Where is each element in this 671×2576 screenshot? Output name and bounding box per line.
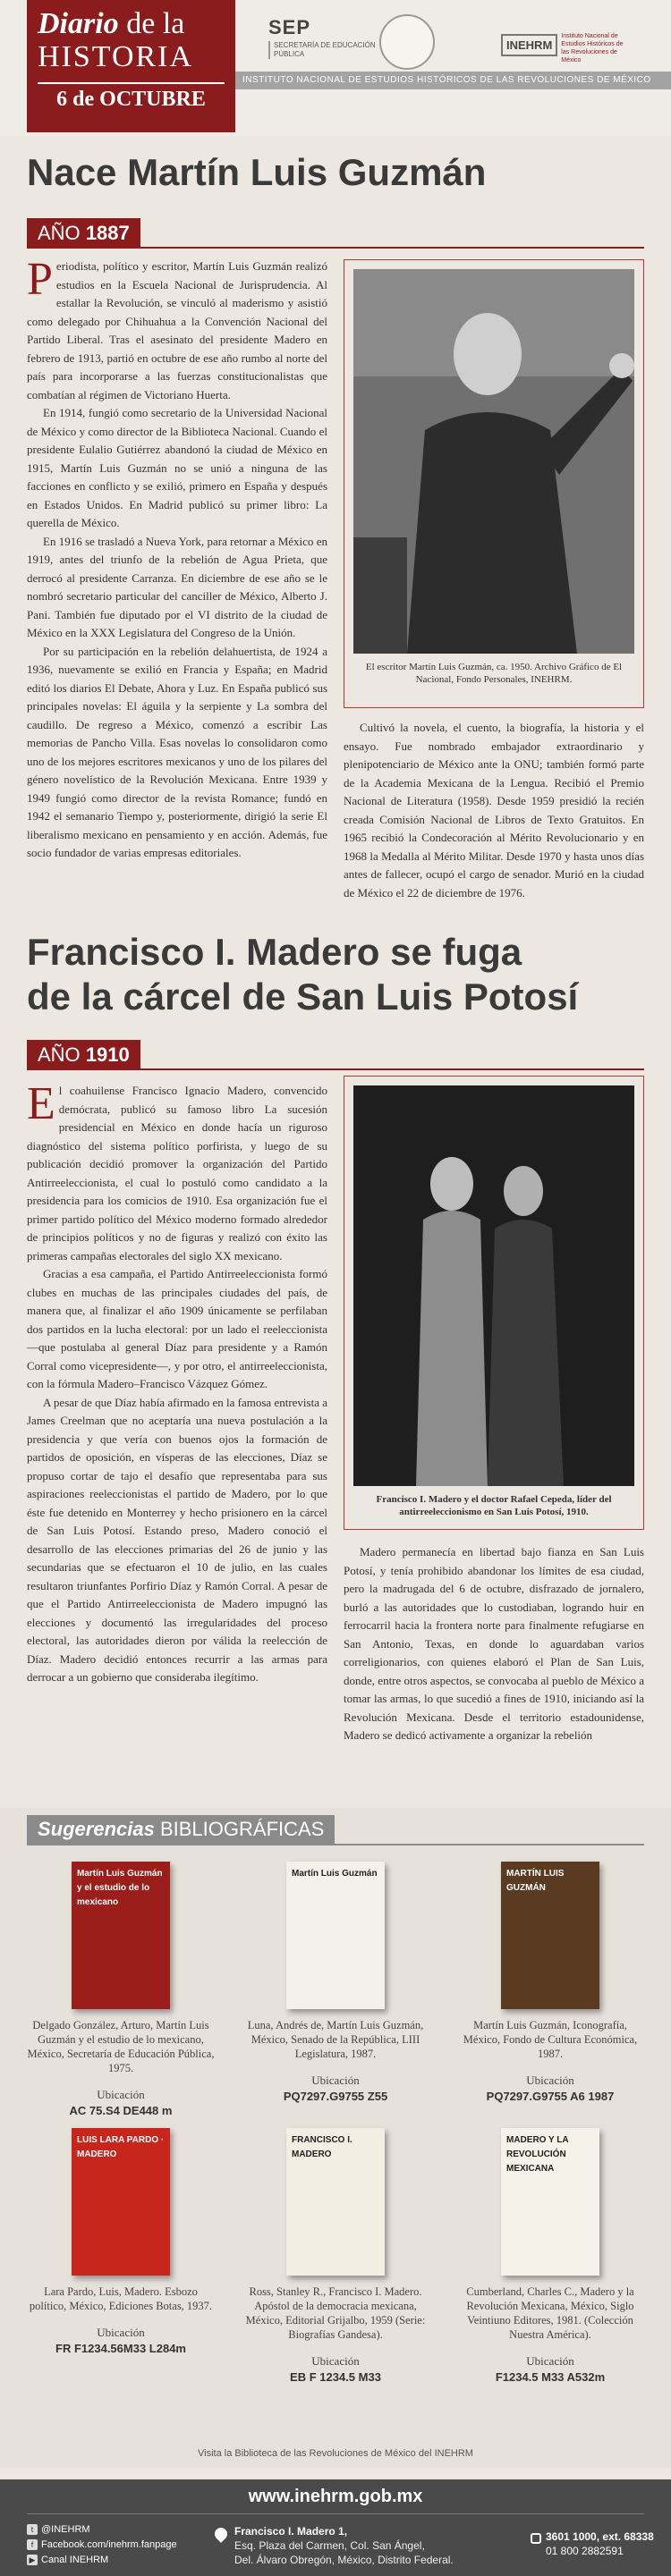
page-footer	[0, 2479, 671, 2576]
inehrm-name: INEHRM	[501, 34, 557, 56]
year-label: AÑO	[38, 1043, 81, 1066]
book-citation: Luna, Andrés de, Martín Luis Guzmán, México, Senado de la República, LIII Legislatura, 1987.	[247, 2019, 424, 2060]
book-location-code: F1234.5 M33 A532m	[495, 2370, 606, 2384]
book-location	[242, 2354, 429, 2385]
dropcap: P	[27, 254, 53, 305]
book-card	[242, 1862, 429, 2104]
section2-year-badge	[27, 1040, 140, 1070]
paragraph: l coahuilense Francisco Ignacio Madero, convencido demócrata, publicó su famoso libro La sucesión presidencial en México en donde hacía un riguroso diagnóstico del sistema político porfirista, y luego de su publicación decidió promover la organización del Partido Antirreeleccionista, el cual lo postuló como candidato a la presidencia para los comicios de 1910. Esa organización fue el primer partido político del México moderno formado alrededor de principios políticos y no de figuras y realizó con éxito las primeras campañas electorales del siglo XX mexicano.	[27, 1084, 327, 1263]
bibliography-title-rest: BIBLIOGRÁFICAS	[159, 1818, 325, 1840]
section1-yearbar	[27, 218, 644, 249]
guzman-figure-illustration	[353, 269, 634, 654]
address-title: Francisco I. Madero 1,	[234, 2525, 348, 2538]
national-seal-icon	[379, 14, 435, 70]
book-location	[27, 2326, 215, 2356]
book-cover	[72, 2128, 170, 2276]
paragraph: Por su participación en la rebelión delahuertista, de 1924 a 1936, nuevamente se exilió en Francia y España; en Madrid editó los diarios El Debate, Ahora y Luz. En España publicó sus principales novelas: El águila y la serpiente y La sombra del caudillo. De regreso a México, comenzó a escribir Las memorias de Pancho Villa. Esas novelas lo consolidaron como uno de los mejores escritores mexicanos y uno de los pilares del género novelístico de la Revolución Mexicana. Entre 1939 y 1949 fungió como director de la revista Romance; fundó en 1942 el semanario Tiempo y, posteriormente, dirigió la serie El liberalismo mexicano en pensamiento y en acción. Además, fue socio fundador de varias empresas editoriales.	[27, 644, 327, 859]
twitter-icon: t	[27, 2524, 38, 2535]
book-cover-title: MADERO Y LA REVOLUCIÓN MEXICANA	[506, 2135, 569, 2174]
youtube-link[interactable]: Canal INEHRM	[41, 2555, 109, 2565]
visit-library-note: Visita la Biblioteca de las Revoluciones de México del INEHRM	[198, 2448, 473, 2459]
paragraph: En 1916 se trasladó a Nueva York, para retornar a México en 1919, antes del triunfo de la rebelión de Agua Prieta, que derrocó al presidente Carranza. En diciembre de ese año se le nombró secretario particular del canciller de México, Alberto J. Pani. También fue diputado por el VI distrito de la ciudad de México en la XXX Legislatura del Congreso de la Unión.	[27, 534, 327, 639]
section1-left-column	[27, 254, 327, 863]
book-location-label: Ubicación	[97, 2326, 145, 2339]
book-card	[27, 2128, 215, 2356]
page-date: 6 de OCTUBRE	[38, 82, 225, 112]
book-location	[27, 2088, 215, 2118]
section2-left-column	[27, 1078, 327, 1687]
phone-secondary: 01 800 2882591	[546, 2545, 624, 2557]
sep-logo	[268, 16, 385, 79]
bibliography-title-italic: Sugerencias	[38, 1818, 155, 1840]
address-line: Esq. Plaza del Carmen, Col. San Ángel,	[234, 2539, 425, 2552]
brand-line2: HISTORIA	[38, 40, 194, 73]
brand-block	[27, 0, 235, 132]
paragraph: En 1914, fungió como secretario de la Universidad Nacional de México y como director de la Biblioteca Nacional. Cuando el presidente Eulalio Gutiérrez abandonó la ciudad de México en 1915, Martín Luis Guzmán no se unió a ninguna de las facciones en conflicto y se exilió, primero en España y después en Estados Unidos. En Madrid publicó su primer libro: La querella de México.	[27, 406, 327, 529]
book-location-label: Ubicación	[97, 2088, 145, 2101]
year-value: 1910	[85, 1043, 130, 1066]
section2-title-line2: de la cárcel de San Luis Potosí	[27, 976, 579, 1018]
book-citation: Lara Pardo, Luis, Madero. Esbozo político, México, Ediciones Botas, 1937.	[29, 2285, 213, 2312]
website-link[interactable]: www.inehrm.gob.mx	[248, 2487, 423, 2506]
paragraph: Madero permanecía en libertad bajo fianza en San Luis Potosí, y tenía prohibido abandonar los límites de esa ciudad, pero la madrugada del 6 de octubre, disfrazado de jornalero, burló a las autoridades que lo custodiaban, logrando huir en ferrocarril hacia la frontera norte para finalmente refugiarse en San Antonio, Texas, en donde lo aguardaban varios correligionarios, con quienes elaboró el Plan de San Luis, donde, entre otros aspectos, se convocaba al pueblo de México a tomar las armas, lo que sucedió a fines de 1910, iniciando así la Revolución Mexicana. Desde el territorio estadounidense, Madero se dedicó activamente a organizar la rebelión	[344, 1545, 644, 1742]
brand-line1b: de la	[126, 7, 185, 40]
phone-primary: 3601 1000, ext. 68338	[546, 2530, 654, 2543]
section1-right-column	[344, 719, 644, 902]
book-cover	[501, 2128, 599, 2276]
book-citation: Delgado González, Arturo, Martín Luis Guzmán y el estudio de lo mexicano, México, Secretaría de Educación Pública, 1975.	[27, 2019, 215, 2074]
brand-line1: Diario	[38, 7, 119, 40]
book-cover	[286, 1862, 385, 2009]
facebook-link[interactable]: Facebook.com/inehrm.fanpage	[41, 2539, 177, 2550]
section2-title-line1: Francisco I. Madero se fuga	[27, 931, 522, 973]
book-cover-title: FRANCISCO I. MADERO	[292, 2135, 352, 2159]
book-cover-title: Martín Luis Guzmán	[292, 1869, 378, 1879]
paragraph: A pesar de que Díaz había afirmado en la famosa entrevista a James Creelman que no aceptaría una nueva postulación a la presidencia y que vería con buenos ojos la formación de partidos de oposición, en vísperas de las elecciones, Díaz se propuso cortar de tajo el desafío que representaba para sus aspiraciones reeleccionistas el partido de Madero, por lo que éste fue detenido en Monterrey y hecho prisionero en la cárcel de San Luis Potosí. Estando preso, Madero conoció el desarrollo de las elecciones primarias del 26 de junio y las secundarias que se efectuaron el 10 de julio, en las cuales resultaron triunfantes Porfirio Díaz y Ramón Corral. A pesar de que el Partido Antirreeleccionista de Madero impugnó las elecciones y documentó las irregularidades del proceso electoral, las autoridades dieron por válida la reelección de Díaz. Madero decidió entonces recurrir a las armas para derrocar a un gobierno que consideraba ilegítimo.	[27, 1395, 327, 1684]
book-citation: Martín Luis Guzmán, Iconografía, México, Fondo de Cultura Económica, 1987.	[463, 2019, 638, 2060]
book-cover-title: MARTÍN LUIS GUZMÁN	[506, 1869, 565, 1893]
section1-year-badge	[27, 218, 140, 249]
page-header	[0, 0, 671, 136]
paragraph: Cultivó la novela, el cuento, la biografía, la historia y el ensayo. Fue nombrado embajador extraordinario y plenipotenciario de México ante la ONU; también formó parte de la Academia Mexicana de la Lengua. Recibió el Premio Nacional de Literatura (1958). Desde 1959 presidió la recién creada Comisión Nacional de Libros de Texto Gratuitos. En 1965 recibió la Condecoración al Mérito Revolucionario y en 1968 la Medalla al Mérito Militar. Desde 1970 y hasta unos días antes de fallecer, ocupó el cargo de senador. Murió en la ciudad de México el 22 de diciembre de 1976.	[344, 721, 644, 899]
year-label: AÑO	[38, 222, 81, 244]
photo-caption: El escritor Martín Luis Guzmán, ca. 1950. Archivo Gráfico de El Nacional, Fondo Personales, INEHRM.	[365, 662, 623, 685]
address-line: Del. Álvaro Obregón, México, Distrito Federal.	[234, 2554, 454, 2566]
book-location-code: EB F 1234.5 M33	[290, 2370, 381, 2384]
social-links	[27, 2522, 177, 2568]
dropcap: E	[27, 1078, 55, 1129]
book-location	[242, 2073, 429, 2104]
book-location-code: PQ7297.G9755 A6 1987	[486, 2090, 615, 2103]
book-location-label: Ubicación	[311, 2354, 360, 2368]
book-cover	[501, 1862, 599, 2009]
section1-title: Nace Martín Luis Guzmán	[27, 151, 487, 193]
section2-photo-frame	[344, 1076, 644, 1530]
book-location-code: AC 75.S4 DE448 m	[69, 2104, 173, 2117]
book-cover	[72, 1862, 170, 2009]
bibliography-title	[27, 1815, 335, 1844]
phone-icon	[531, 2533, 541, 2544]
phone-numbers	[546, 2530, 654, 2558]
sep-subtitle: SECRETARÍA DE EDUCACIÓN PÚBLICA	[268, 41, 385, 59]
book-citation: Cumberland, Charles C., Madero y la Revolución Mexicana, México, Siglo Veintiuno Editores, 1981. (Colección Nuestra América).	[466, 2285, 634, 2341]
madero-figures-illustration	[353, 1085, 634, 1486]
paragraph: Gracias a esa campaña, el Partido Antirreeleccionista formó clubes en muchas de las principales ciudades del país, de manera que, al finalizar el año 1909 únicamente se perfilaban dos partidos en la lucha electoral: por un lado el reeleccionista —que postulaba al general Díaz para presidente y a Ramón Corral como vicepresidente—, y por otro, el antirreeleccionista, con la fórmula Madero–Francisco Vázquez Gómez.	[27, 1267, 327, 1390]
divider	[27, 1844, 644, 1845]
institute-strip: INSTITUTO NACIONAL DE ESTUDIOS HISTÓRICOS DE LAS REVOLUCIONES DE MÉXICO	[235, 72, 671, 89]
photo-caption: Francisco I. Madero y el doctor Rafael Cepeda, líder del antirreeleccionismo en San Luis Potosí, 1910.	[376, 1494, 612, 1517]
book-card	[456, 1862, 644, 2104]
section2-right-column	[344, 1543, 644, 1745]
book-location-label: Ubicación	[311, 2073, 360, 2087]
book-citation: Ross, Stanley R., Francisco I. Madero. Apóstol de la democracia mexicana, México, Editorial Grijalbo, 1959 (Serie: Biografías Gandesa).	[245, 2285, 426, 2341]
book-location-code: PQ7297.G9755 Z55	[283, 2090, 388, 2103]
inehrm-logo	[501, 16, 653, 79]
book-location	[456, 2354, 644, 2385]
book-location-label: Ubicación	[526, 2354, 574, 2368]
madero-photo	[353, 1085, 634, 1486]
year-value: 1887	[85, 222, 130, 244]
address	[234, 2524, 454, 2567]
book-cover-title: LUIS LARA PARDO · MADERO	[77, 2135, 165, 2159]
book-card	[27, 1862, 215, 2118]
twitter-link[interactable]: @INEHRM	[41, 2524, 90, 2535]
book-location-label: Ubicación	[526, 2073, 574, 2087]
divider	[27, 2513, 644, 2514]
facebook-icon: f	[27, 2539, 38, 2550]
section1-photo-frame	[344, 259, 644, 708]
book-location-code: FR F1234.56M33 L284m	[55, 2342, 186, 2355]
youtube-icon: ▶	[27, 2555, 38, 2565]
book-cover	[286, 2128, 385, 2276]
book-location	[456, 2073, 644, 2104]
bibliography-section	[0, 1808, 671, 2468]
guzman-photo	[353, 269, 634, 654]
location-pin-icon	[212, 2525, 230, 2543]
book-card	[242, 2128, 429, 2385]
sep-name: SEP	[268, 16, 311, 38]
section2-yearbar	[27, 1040, 644, 1070]
book-card	[456, 2128, 644, 2385]
section2-title	[27, 930, 578, 1019]
book-cover-title: Martín Luis Guzmán y el estudio de lo mexicano	[77, 1869, 163, 1907]
inehrm-subtitle: Instituto Nacional de Estudios Históricos de las Revoluciones de México	[561, 33, 624, 63]
paragraph: eriodista, político y escritor, Martín Luis Guzmán realizó estudios en la Escuela Nacional de Jurisprudencia. Al estallar la Revolución, se vinculó al maderismo y asistió como delegado por Chihuahua a la Convención Nacional del Partido Liberal. Tras el asesinato del presidente Madero en febrero de 1913, partió en octubre de ese año rumbo al norte del país para incorporarse a las fuerzas constitucionalistas que combatían al régimen de Victoriano Huerta.	[27, 259, 327, 401]
